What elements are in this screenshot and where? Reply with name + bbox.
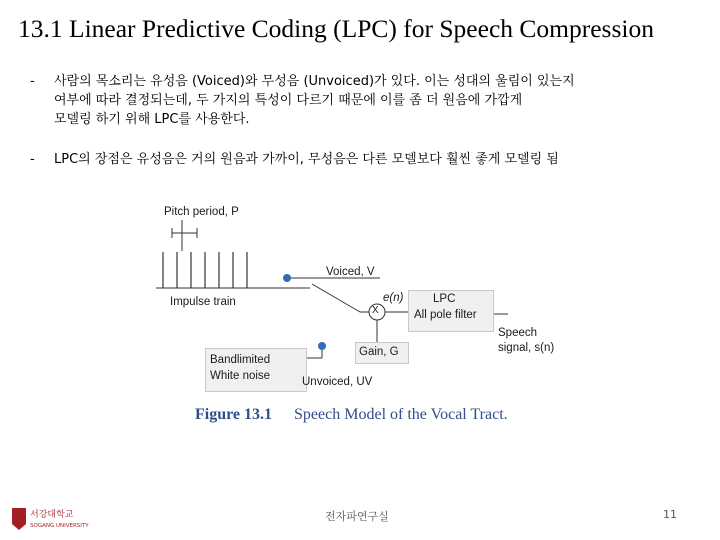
en-label: e(n) [383,292,404,304]
gain-box [355,342,409,364]
logo-text-kr: 서강대학교 [30,510,74,520]
lpc-label: LPC [433,293,456,305]
bullet-line: 사람의 목소리는 유성음 (Voiced)와 무성음 (Unvoiced)가 있다. 이는 성대의 울림이 있는지 [54,74,575,89]
voiced-node [283,274,291,282]
figure-caption [195,406,508,424]
unvoiced-node [318,342,326,350]
voiced-label: Voiced, V [326,266,375,278]
pitch-period-label: Pitch period, P [164,206,239,218]
bullet-text [54,150,704,169]
lpc-filter-box [408,290,494,332]
bandlimited-label: Bandlimited [210,354,271,366]
bullet-line: 모델링 하기 위해 LPC를 사용한다. [54,112,250,127]
bullet-line: LPC의 장점은 유성음은 거의 원음과 가까이, 무성음은 다른 모델보다 훨씬 좋게 모델링 됨 [54,152,559,167]
university-logo [10,506,100,532]
caption-number: Figure 13.1 [195,406,273,423]
speech-signal-label: signal, s(n) [498,342,555,354]
logo-mark [10,506,100,532]
impulse-train-label: Impulse train [170,296,236,308]
all-pole-label: All pole filter [414,309,477,321]
speech-model-figure [150,196,570,436]
bullet-line: 여부에 따라 결정되는데, 두 가지의 특성이 다르기 때문에 이를 좀 더 원음에 가깝게 [54,93,523,108]
switch-arm [312,284,360,312]
caption-text: Speech Model of the Vocal Tract. [294,406,508,423]
bullet-dash: - [30,74,35,89]
white-noise-label: White noise [210,370,271,382]
unvoiced-label: Unvoiced, UV [302,376,373,388]
logo-shield [12,508,26,530]
logo-text-en: SOGANG UNIVERSITY [30,523,89,529]
bullet-text [54,72,704,129]
page-number: 11 [663,508,677,521]
noise-box [205,348,307,392]
speech-label: Speech [498,327,538,339]
speech-model-diagram [150,196,570,436]
multiplier-symbol: X [372,305,379,316]
footer-lab: 전자파연구실 [325,510,389,523]
bullet-dash: - [30,152,35,167]
gain-label: Gain, G [359,346,399,358]
slide-title: 13.1 Linear Predictive Coding (LPC) for Speech Compression [18,14,654,43]
